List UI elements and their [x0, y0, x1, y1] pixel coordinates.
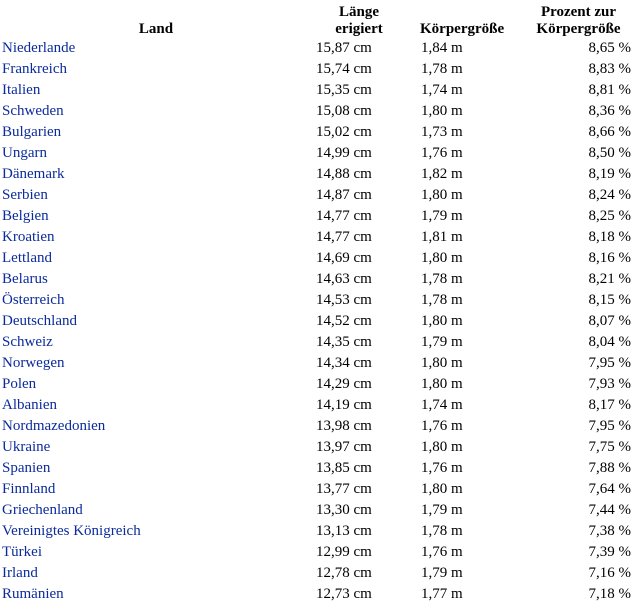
percent-cell: 8,24 % [588, 187, 631, 203]
height-cell: 1,80 m [421, 355, 463, 371]
table-row [0, 38, 634, 59]
country-link[interactable]: Deutschland [2, 313, 77, 329]
country-link[interactable]: Niederlande [2, 40, 76, 56]
table-row [0, 227, 634, 248]
table-row [0, 290, 634, 311]
country-cell [0, 59, 312, 80]
height-cell: 1,76 m [421, 460, 463, 476]
country-link[interactable]: Finnland [2, 481, 56, 497]
country-cell [0, 395, 312, 416]
height-cell: 1,80 m [421, 313, 463, 329]
country-link[interactable]: Ungarn [2, 145, 47, 161]
country-link[interactable]: Belgien [2, 208, 49, 224]
percent-cell: 7,88 % [588, 460, 631, 476]
height-cell: 1,79 m [421, 502, 463, 518]
country-cell [0, 374, 312, 395]
height-cell: 1,77 m [421, 586, 463, 602]
table-row [0, 521, 634, 542]
table-body [0, 38, 634, 605]
table-row [0, 458, 634, 479]
length-cell: 13,77 cm [316, 481, 372, 497]
percent-cell: 8,36 % [588, 103, 631, 119]
percent-cell: 8,15 % [588, 292, 631, 308]
country-cell [0, 584, 312, 605]
length-cell: 14,77 cm [316, 208, 372, 224]
percent-cell: 7,39 % [588, 544, 631, 560]
country-link[interactable]: Norwegen [2, 355, 65, 371]
percent-cell: 8,25 % [588, 208, 631, 224]
country-link[interactable]: Vereinigtes Königreich [2, 523, 141, 539]
table-row [0, 374, 634, 395]
country-cell [0, 437, 312, 458]
height-cell: 1,73 m [421, 124, 463, 140]
table-row [0, 122, 634, 143]
country-cell [0, 38, 312, 59]
percent-cell: 7,95 % [588, 355, 631, 371]
country-link[interactable]: Nordmazedonien [2, 418, 106, 434]
percent-cell: 8,65 % [588, 40, 631, 56]
country-link[interactable]: Türkei [2, 544, 42, 560]
percent-cell: 7,75 % [588, 439, 631, 455]
height-cell: 1,74 m [421, 82, 463, 98]
country-cell [0, 458, 312, 479]
column-header-land[interactable]: Land [138, 21, 174, 37]
length-cell: 13,30 cm [316, 502, 372, 518]
table-row [0, 584, 634, 605]
country-cell [0, 80, 312, 101]
length-cell: 14,35 cm [316, 334, 372, 350]
length-cell: 14,19 cm [316, 397, 372, 413]
country-cell [0, 416, 312, 437]
height-cell: 1,79 m [421, 208, 463, 224]
percent-cell: 8,50 % [588, 145, 631, 161]
length-cell: 14,87 cm [316, 187, 372, 203]
percent-cell: 8,16 % [588, 250, 631, 266]
table-row [0, 311, 634, 332]
country-link[interactable]: Irland [2, 565, 38, 581]
country-link[interactable]: Spanien [2, 460, 51, 476]
table-row [0, 437, 634, 458]
height-cell: 1,76 m [421, 145, 463, 161]
country-link[interactable]: Frankreich [2, 61, 67, 77]
country-cell [0, 521, 312, 542]
length-cell: 15,08 cm [316, 103, 372, 119]
country-cell [0, 500, 312, 521]
height-cell: 1,74 m [421, 397, 463, 413]
percent-cell: 8,07 % [588, 313, 631, 329]
country-cell [0, 143, 312, 164]
country-link[interactable]: Schweden [2, 103, 64, 119]
length-cell: 14,99 cm [316, 145, 372, 161]
country-link[interactable]: Rumänien [2, 586, 64, 602]
length-cell: 12,78 cm [316, 565, 372, 581]
country-link[interactable]: Ukraine [2, 439, 51, 455]
length-cell: 14,52 cm [316, 313, 372, 329]
country-cell [0, 290, 312, 311]
table-row [0, 269, 634, 290]
height-cell: 1,76 m [421, 418, 463, 434]
country-cell [0, 185, 312, 206]
country-cell [0, 332, 312, 353]
length-cell: 14,77 cm [316, 229, 372, 245]
table-row [0, 563, 634, 584]
height-cell: 1,80 m [421, 250, 463, 266]
length-cell: 13,13 cm [316, 523, 372, 539]
percent-cell: 8,83 % [588, 61, 631, 77]
country-link[interactable]: Lettland [2, 250, 52, 266]
table-row [0, 500, 634, 521]
percent-cell: 8,18 % [588, 229, 631, 245]
country-cell [0, 269, 312, 290]
height-cell: 1,80 m [421, 376, 463, 392]
length-cell: 12,99 cm [316, 544, 372, 560]
length-cell: 14,53 cm [316, 292, 372, 308]
table-row [0, 395, 634, 416]
country-link[interactable]: Dänemark [2, 166, 65, 182]
percent-cell: 8,66 % [588, 124, 631, 140]
height-cell: 1,80 m [421, 187, 463, 203]
percent-cell: 7,16 % [588, 565, 631, 581]
length-cell: 13,85 cm [316, 460, 372, 476]
country-cell [0, 353, 312, 374]
table-header-row [0, 2, 634, 38]
length-cell: 14,34 cm [316, 355, 372, 371]
length-cell: 15,87 cm [316, 40, 372, 56]
height-cell: 1,78 m [421, 271, 463, 287]
country-link[interactable]: Griechenland [2, 502, 83, 518]
country-link[interactable]: Serbien [2, 187, 48, 203]
length-cell: 14,29 cm [316, 376, 372, 392]
percent-cell: 7,38 % [588, 523, 631, 539]
percent-cell: 7,18 % [588, 586, 631, 602]
length-cell: 13,98 cm [316, 418, 372, 434]
country-cell [0, 206, 312, 227]
height-cell: 1,80 m [421, 103, 463, 119]
country-link[interactable]: Österreich [2, 292, 65, 308]
country-link[interactable]: Schweiz [2, 334, 53, 350]
country-link[interactable]: Kroatien [2, 229, 55, 245]
percent-cell: 8,19 % [588, 166, 631, 182]
height-cell: 1,78 m [421, 61, 463, 77]
column-header-length[interactable]: Länge erigiert [335, 4, 383, 37]
height-cell: 1,81 m [421, 229, 463, 245]
length-cell: 15,35 cm [316, 82, 372, 98]
height-cell: 1,80 m [421, 439, 463, 455]
height-cell: 1,79 m [421, 565, 463, 581]
height-cell: 1,78 m [421, 523, 463, 539]
column-header-percent[interactable]: Prozent zur Körpergröße [536, 4, 621, 37]
percent-cell: 8,21 % [588, 271, 631, 287]
percent-cell: 8,04 % [588, 334, 631, 350]
country-link[interactable]: Polen [2, 376, 37, 392]
country-table [0, 2, 634, 605]
height-cell: 1,80 m [421, 481, 463, 497]
percent-cell: 7,44 % [588, 502, 631, 518]
country-cell [0, 164, 312, 185]
table-row [0, 542, 634, 563]
country-cell [0, 122, 312, 143]
height-cell: 1,76 m [421, 544, 463, 560]
length-cell: 14,88 cm [316, 166, 372, 182]
percent-cell: 7,64 % [588, 481, 631, 497]
table-row [0, 353, 634, 374]
country-cell [0, 101, 312, 122]
percent-cell: 8,81 % [588, 82, 631, 98]
table-row [0, 185, 634, 206]
table-row [0, 59, 634, 80]
country-cell [0, 563, 312, 584]
table-row [0, 416, 634, 437]
length-cell: 15,02 cm [316, 124, 372, 140]
height-cell: 1,84 m [421, 40, 463, 56]
table-row [0, 164, 634, 185]
country-cell [0, 479, 312, 500]
percent-cell: 7,95 % [588, 418, 631, 434]
table-row [0, 143, 634, 164]
percent-cell: 8,17 % [588, 397, 631, 413]
percent-cell: 7,93 % [588, 376, 631, 392]
country-cell [0, 248, 312, 269]
table-row [0, 101, 634, 122]
height-cell: 1,78 m [421, 292, 463, 308]
table-row [0, 80, 634, 101]
country-link[interactable]: Bulgarien [2, 124, 62, 140]
table-row [0, 206, 634, 227]
length-cell: 13,97 cm [316, 439, 372, 455]
length-cell: 14,63 cm [316, 271, 372, 287]
column-header-height[interactable]: Körpergröße [420, 21, 505, 37]
table-row [0, 479, 634, 500]
table-row [0, 248, 634, 269]
country-link[interactable]: Italien [2, 82, 41, 98]
height-cell: 1,82 m [421, 166, 463, 182]
country-cell [0, 227, 312, 248]
length-cell: 12,73 cm [316, 586, 372, 602]
length-cell: 14,69 cm [316, 250, 372, 266]
table-row [0, 332, 634, 353]
country-cell [0, 311, 312, 332]
country-link[interactable]: Belarus [2, 271, 48, 287]
country-cell [0, 542, 312, 563]
country-link[interactable]: Albanien [2, 397, 57, 413]
height-cell: 1,79 m [421, 334, 463, 350]
length-cell: 15,74 cm [316, 61, 372, 77]
